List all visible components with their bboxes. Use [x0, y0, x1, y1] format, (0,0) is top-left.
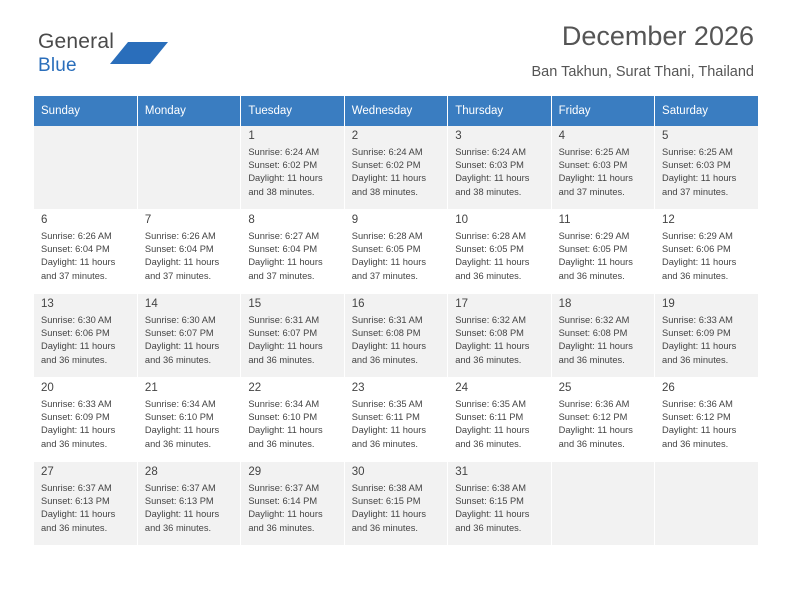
day-info-line: Sunset: 6:08 PM	[455, 328, 524, 339]
day-info-line: Sunrise: 6:29 AM	[662, 230, 733, 241]
day-info-line: Daylight: 11 hours	[248, 509, 323, 520]
day-info-line: Sunrise: 6:35 AM	[455, 398, 526, 409]
day-info-line: Sunrise: 6:26 AM	[41, 230, 112, 241]
day-info-line: Daylight: 11 hours	[455, 425, 530, 436]
day-info-line: and 36 minutes.	[662, 354, 729, 365]
day-sun-info	[41, 398, 137, 451]
calendar-day-cell[interactable]	[448, 378, 551, 462]
day-info-line: and 38 minutes.	[248, 186, 315, 197]
day-number: 13	[41, 298, 54, 310]
day-info-line: and 36 minutes.	[455, 354, 522, 365]
logo-text-blue: Blue	[38, 55, 77, 76]
day-number: 8	[248, 214, 255, 226]
day-sun-info	[248, 314, 343, 367]
calendar-day-cell[interactable]	[137, 210, 240, 294]
calendar-day-cell[interactable]	[448, 126, 551, 210]
day-info-line: Sunset: 6:15 PM	[455, 496, 524, 507]
day-sun-info	[41, 230, 137, 283]
day-info-line: Sunrise: 6:31 AM	[351, 314, 423, 325]
day-sun-info	[559, 230, 654, 283]
day-info-line: and 36 minutes.	[558, 270, 625, 281]
day-sun-info	[662, 398, 758, 451]
day-info-line: Daylight: 11 hours	[662, 173, 737, 184]
day-number: 24	[455, 382, 468, 394]
day-number: 1	[248, 130, 255, 142]
day-info-line: and 36 minutes.	[41, 354, 108, 365]
day-sun-info	[352, 398, 447, 451]
day-info-line: and 36 minutes.	[41, 522, 108, 533]
day-info-line: Sunset: 6:05 PM	[351, 244, 421, 255]
day-sun-info	[559, 398, 654, 451]
day-info-line: and 36 minutes.	[144, 354, 212, 365]
generalblue-logo	[38, 30, 198, 82]
day-info-line: Daylight: 11 hours	[144, 509, 220, 520]
day-number: 17	[455, 298, 468, 310]
day-number: 14	[144, 298, 158, 310]
day-number: 4	[558, 130, 566, 142]
day-number: 26	[662, 382, 675, 394]
day-sun-info	[248, 398, 343, 451]
day-number: 3	[455, 130, 462, 142]
day-info-line: Sunrise: 6:33 AM	[662, 314, 733, 325]
day-number: 20	[41, 382, 54, 394]
day-info-line: Daylight: 11 hours	[558, 425, 633, 436]
calendar-day-cell[interactable]	[344, 294, 447, 378]
day-info-line: Sunrise: 6:26 AM	[144, 230, 216, 241]
day-info-line: and 36 minutes.	[455, 270, 522, 281]
day-info-line: Sunset: 6:15 PM	[351, 496, 421, 507]
calendar-week-row	[34, 462, 758, 546]
calendar-week-row	[34, 294, 758, 378]
day-info-line: Sunset: 6:08 PM	[558, 328, 628, 339]
day-info-line: Sunset: 6:07 PM	[248, 328, 318, 339]
day-info-line: Sunrise: 6:33 AM	[41, 398, 112, 409]
calendar-empty-cell	[551, 462, 654, 546]
day-sun-info	[248, 482, 343, 535]
calendar-day-cell[interactable]	[34, 462, 137, 546]
day-info-line: Daylight: 11 hours	[248, 257, 323, 268]
day-info-line: Daylight: 11 hours	[144, 341, 220, 352]
day-number: 9	[351, 214, 359, 226]
day-number: 10	[455, 214, 468, 226]
calendar-day-cell[interactable]	[448, 210, 551, 294]
day-info-line: and 36 minutes.	[662, 438, 729, 449]
day-info-line: and 36 minutes.	[351, 438, 418, 449]
day-info-line: Sunset: 6:04 PM	[144, 244, 214, 255]
day-sun-info	[455, 482, 550, 535]
day-info-line: and 36 minutes.	[455, 522, 522, 533]
day-info-line: Sunset: 6:03 PM	[558, 160, 628, 171]
logo-text-general: General	[38, 30, 115, 53]
calendar-day-cell[interactable]	[551, 294, 654, 378]
day-info-line: Sunset: 6:12 PM	[558, 412, 628, 423]
day-info-line: and 37 minutes.	[558, 186, 625, 197]
day-info-line: Daylight: 11 hours	[455, 257, 530, 268]
day-number: 18	[558, 298, 572, 310]
day-info-line: Daylight: 11 hours	[41, 257, 116, 268]
day-sun-info	[248, 230, 343, 283]
day-info-line: Sunrise: 6:36 AM	[662, 398, 733, 409]
day-info-line: Sunset: 6:14 PM	[248, 496, 318, 507]
day-info-line: Sunrise: 6:27 AM	[248, 230, 320, 241]
day-info-line: Sunset: 6:11 PM	[351, 412, 420, 423]
day-info-line: Sunset: 6:06 PM	[662, 244, 731, 255]
day-info-line: Daylight: 11 hours	[558, 173, 633, 184]
location-subtitle: Ban Takhun, Surat Thani, Thailand	[531, 63, 754, 80]
day-info-line: and 36 minutes.	[558, 354, 625, 365]
calendar-day-cell[interactable]	[655, 378, 758, 462]
day-info-line: Sunrise: 6:30 AM	[41, 314, 112, 325]
day-info-line: and 36 minutes.	[455, 438, 522, 449]
calendar-day-cell[interactable]	[448, 294, 551, 378]
day-info-line: Daylight: 11 hours	[144, 425, 220, 436]
calendar-day-cell[interactable]	[241, 462, 344, 546]
day-info-line: Daylight: 11 hours	[41, 425, 116, 436]
day-sun-info	[455, 146, 550, 199]
calendar-table	[34, 96, 758, 546]
day-number: 25	[558, 382, 572, 394]
weekday-header-thursday: Thursday	[448, 96, 551, 126]
day-info-line: Daylight: 11 hours	[558, 341, 633, 352]
day-info-line: Daylight: 11 hours	[351, 173, 427, 184]
calendar-day-cell[interactable]	[551, 126, 654, 210]
calendar-day-cell[interactable]	[551, 210, 654, 294]
weekday-header-monday: Monday	[137, 96, 240, 126]
day-sun-info	[145, 314, 240, 367]
day-info-line: Sunrise: 6:35 AM	[351, 398, 423, 409]
day-info-line: Sunset: 6:03 PM	[662, 160, 731, 171]
day-info-line: Daylight: 11 hours	[41, 509, 116, 520]
calendar-day-cell[interactable]	[34, 294, 137, 378]
day-info-line: Daylight: 11 hours	[248, 341, 323, 352]
calendar-week-row	[34, 378, 758, 462]
day-info-line: Sunrise: 6:34 AM	[144, 398, 216, 409]
day-number: 15	[248, 298, 262, 310]
day-info-line: Sunset: 6:06 PM	[41, 328, 110, 339]
day-sun-info	[41, 482, 137, 535]
day-number: 11	[558, 214, 571, 226]
day-info-line: Daylight: 11 hours	[351, 341, 427, 352]
day-info-line: Sunset: 6:02 PM	[248, 160, 318, 171]
calendar-day-cell[interactable]	[34, 378, 137, 462]
day-info-line: Sunset: 6:03 PM	[455, 160, 524, 171]
day-info-line: Daylight: 11 hours	[455, 509, 530, 520]
day-sun-info	[559, 146, 654, 199]
weekday-header-sunday: Sunday	[34, 96, 137, 126]
calendar-day-cell[interactable]	[241, 210, 344, 294]
day-number: 27	[41, 466, 54, 478]
day-info-line: Sunset: 6:09 PM	[41, 412, 110, 423]
day-number: 30	[351, 466, 365, 478]
calendar-head	[34, 96, 758, 126]
day-sun-info	[662, 230, 758, 283]
day-info-line: Sunset: 6:08 PM	[351, 328, 421, 339]
day-sun-info	[352, 482, 447, 535]
day-info-line: Sunset: 6:11 PM	[455, 412, 524, 423]
day-sun-info	[662, 146, 758, 199]
day-info-line: Sunset: 6:10 PM	[248, 412, 318, 423]
weekday-header-saturday: Saturday	[655, 96, 758, 126]
day-number: 16	[351, 298, 365, 310]
calendar-body	[34, 126, 758, 546]
day-info-line: Daylight: 11 hours	[351, 509, 427, 520]
day-sun-info	[662, 314, 758, 367]
day-info-line: Sunrise: 6:25 AM	[662, 146, 733, 157]
day-info-line: Daylight: 11 hours	[662, 425, 737, 436]
day-info-line: Sunrise: 6:38 AM	[351, 482, 423, 493]
day-info-line: Sunrise: 6:37 AM	[144, 482, 216, 493]
calendar-week-row	[34, 126, 758, 210]
calendar-day-cell[interactable]	[655, 210, 758, 294]
calendar-day-cell[interactable]	[241, 378, 344, 462]
day-info-line: Daylight: 11 hours	[455, 341, 530, 352]
calendar-empty-cell	[137, 126, 240, 210]
day-info-line: Daylight: 11 hours	[248, 173, 323, 184]
day-sun-info	[352, 230, 447, 283]
day-info-line: and 37 minutes.	[662, 186, 729, 197]
calendar-empty-cell	[34, 126, 137, 210]
calendar-day-cell[interactable]	[137, 294, 240, 378]
page-header	[34, 0, 758, 96]
weekday-header-wednesday: Wednesday	[344, 96, 447, 126]
day-info-line: and 38 minutes.	[351, 186, 418, 197]
day-info-line: Sunrise: 6:28 AM	[351, 230, 423, 241]
day-info-line: Daylight: 11 hours	[662, 257, 737, 268]
day-info-line: and 36 minutes.	[144, 438, 212, 449]
calendar-week-row	[34, 210, 758, 294]
day-sun-info	[455, 314, 550, 367]
day-number: 28	[144, 466, 158, 478]
day-info-line: Sunrise: 6:34 AM	[248, 398, 320, 409]
calendar-day-cell[interactable]	[241, 126, 344, 210]
day-info-line: Sunset: 6:13 PM	[144, 496, 214, 507]
day-info-line: and 37 minutes.	[248, 270, 315, 281]
day-info-line: and 36 minutes.	[41, 438, 108, 449]
day-info-line: Sunrise: 6:24 AM	[351, 146, 423, 157]
day-info-line: Daylight: 11 hours	[455, 173, 530, 184]
day-info-line: Sunset: 6:05 PM	[455, 244, 524, 255]
day-sun-info	[455, 230, 550, 283]
day-sun-info	[248, 146, 343, 199]
day-info-line: and 38 minutes.	[455, 186, 522, 197]
day-number: 22	[248, 382, 262, 394]
day-info-line: Daylight: 11 hours	[558, 257, 633, 268]
day-info-line: Sunrise: 6:24 AM	[248, 146, 320, 157]
day-info-line: and 37 minutes.	[351, 270, 418, 281]
day-info-line: Sunset: 6:04 PM	[248, 244, 318, 255]
calendar-day-cell[interactable]	[655, 294, 758, 378]
day-info-line: Sunrise: 6:36 AM	[558, 398, 630, 409]
day-info-line: Sunrise: 6:25 AM	[558, 146, 630, 157]
day-info-line: Sunset: 6:02 PM	[351, 160, 421, 171]
day-info-line: Daylight: 11 hours	[662, 341, 737, 352]
day-number: 12	[662, 214, 675, 226]
day-number: 7	[144, 214, 152, 226]
calendar-day-cell[interactable]	[137, 378, 240, 462]
day-info-line: and 37 minutes.	[41, 270, 108, 281]
calendar-empty-cell	[655, 462, 758, 546]
day-info-line: Sunset: 6:04 PM	[41, 244, 110, 255]
title-block	[532, 22, 755, 80]
day-info-line: and 36 minutes.	[248, 438, 315, 449]
day-number: 21	[144, 382, 158, 394]
calendar-day-cell[interactable]	[241, 294, 344, 378]
calendar-day-cell[interactable]	[344, 126, 447, 210]
calendar-day-cell[interactable]	[137, 462, 240, 546]
day-sun-info	[559, 314, 654, 367]
calendar-day-cell[interactable]	[448, 462, 551, 546]
calendar-day-cell[interactable]	[344, 378, 447, 462]
day-info-line: Sunrise: 6:28 AM	[455, 230, 526, 241]
day-info-line: Sunrise: 6:31 AM	[248, 314, 320, 325]
page-title: December 2026	[561, 21, 754, 51]
day-info-line: and 36 minutes.	[662, 270, 729, 281]
day-info-line: Sunset: 6:12 PM	[662, 412, 731, 423]
day-info-line: and 36 minutes.	[558, 438, 625, 449]
calendar-day-cell[interactable]	[344, 210, 447, 294]
day-number: 23	[351, 382, 365, 394]
calendar-day-cell[interactable]	[34, 210, 137, 294]
day-info-line: Daylight: 11 hours	[351, 257, 427, 268]
weekday-header-row	[34, 96, 758, 126]
day-info-line: Daylight: 11 hours	[144, 257, 220, 268]
day-info-line: Sunrise: 6:29 AM	[558, 230, 630, 241]
day-number: 2	[351, 130, 359, 142]
day-info-line: Daylight: 11 hours	[248, 425, 323, 436]
day-sun-info	[352, 146, 447, 199]
day-info-line: and 36 minutes.	[351, 354, 418, 365]
day-info-line: Daylight: 11 hours	[41, 341, 116, 352]
day-info-line: Sunrise: 6:38 AM	[455, 482, 526, 493]
day-number: 6	[41, 214, 48, 226]
day-info-line: Sunset: 6:05 PM	[558, 244, 628, 255]
logo-swoosh-icon	[108, 40, 170, 66]
day-number: 29	[248, 466, 262, 478]
day-sun-info	[145, 230, 240, 283]
day-info-line: Sunrise: 6:37 AM	[41, 482, 112, 493]
calendar-day-cell[interactable]	[655, 126, 758, 210]
day-sun-info	[455, 398, 550, 451]
day-sun-info	[145, 398, 240, 451]
day-sun-info	[41, 314, 137, 367]
day-info-line: Sunset: 6:09 PM	[662, 328, 731, 339]
day-number: 19	[662, 298, 675, 310]
day-number: 31	[455, 466, 468, 478]
day-info-line: Sunrise: 6:24 AM	[455, 146, 526, 157]
weekday-header-friday: Friday	[551, 96, 654, 126]
day-info-line: and 36 minutes.	[351, 522, 418, 533]
day-info-line: Sunset: 6:10 PM	[144, 412, 214, 423]
day-info-line: Sunset: 6:07 PM	[144, 328, 214, 339]
day-info-line: Sunrise: 6:37 AM	[248, 482, 320, 493]
day-info-line: and 37 minutes.	[144, 270, 212, 281]
day-info-line: Sunrise: 6:32 AM	[558, 314, 630, 325]
day-info-line: and 36 minutes.	[248, 354, 315, 365]
weekday-header-tuesday: Tuesday	[241, 96, 344, 126]
day-info-line: Daylight: 11 hours	[351, 425, 427, 436]
day-info-line: and 36 minutes.	[248, 522, 315, 533]
day-sun-info	[352, 314, 447, 367]
day-info-line: and 36 minutes.	[144, 522, 212, 533]
calendar-day-cell[interactable]	[551, 378, 654, 462]
day-info-line: Sunrise: 6:32 AM	[455, 314, 526, 325]
calendar-day-cell[interactable]	[344, 462, 447, 546]
day-number: 5	[662, 130, 669, 142]
day-info-line: Sunset: 6:13 PM	[41, 496, 110, 507]
day-sun-info	[145, 482, 240, 535]
day-info-line: Sunrise: 6:30 AM	[144, 314, 216, 325]
